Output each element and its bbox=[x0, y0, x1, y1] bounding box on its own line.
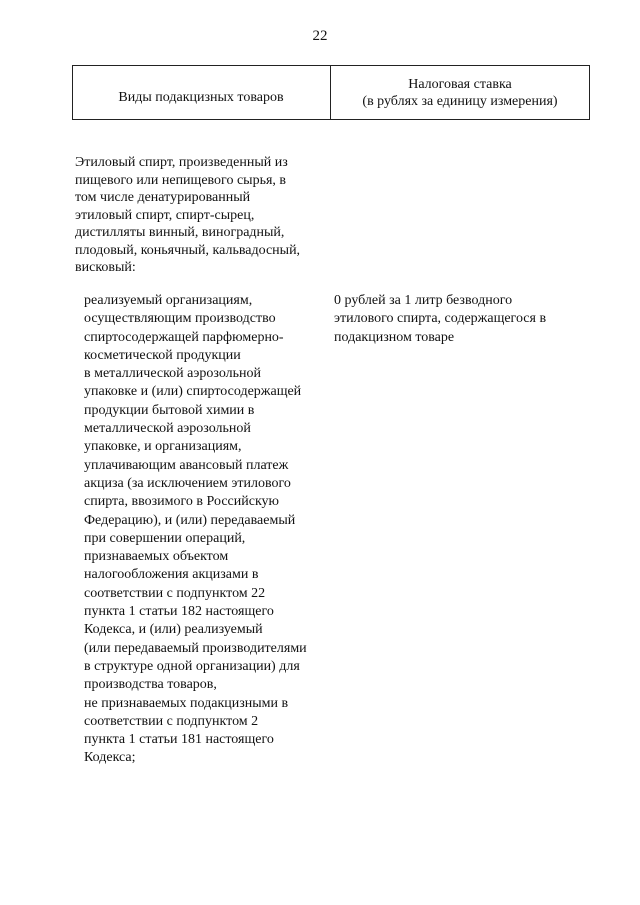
table-border-right bbox=[589, 66, 590, 119]
goods-item-description: реализуемый организациям, осуществляющим производство спиртосодержащей парфюмерно- косметической продукции в металлической аэрозольной упаковке и (или) спиртосодержащей продукции бытовой химии в металлической аэрозольной упаковке, и организациям, уплачивающим авансовый платеж акциза (за исключением этилового спирта, ввозимого в Российскую Федерацию), и (или) передаваемый при совершении операций, признаваемых объектом налогообложения акцизами в соответствии с подпунктом 22 пункта 1 статьи 182 настоящего Кодекса, и (или) реализуемый (или передаваемый производителями в структуре одной организации) для производства товаров, не признаваемых подакцизными в соответствии с подпунктом 2 пункта 1 статьи 181 настоящего Кодекса; bbox=[84, 293, 307, 766]
goods-item-rate: 0 рублей за 1 литр безводного этилового спирта, содержащегося в подакцизном товаре bbox=[334, 293, 547, 345]
header-tax-rate bbox=[331, 66, 589, 119]
header-tax-rate-title: Налоговая ставка bbox=[408, 76, 512, 92]
goods-category-intro: Этиловый спирт, произведенный из пищевого или непищевого сырья, в том числе денатурированный этиловый спирт, спирт-сырец, дистилляты винный, виноградный, плодовый, коньячный, кальвадосный, висковый: bbox=[75, 155, 301, 275]
table-header bbox=[72, 65, 590, 120]
header-goods-type: Виды подакцизных товаров bbox=[118, 90, 284, 105]
page-number: 22 bbox=[312, 28, 328, 44]
header-tax-rate-unit: (в рублях за единицу измерения) bbox=[362, 93, 558, 109]
